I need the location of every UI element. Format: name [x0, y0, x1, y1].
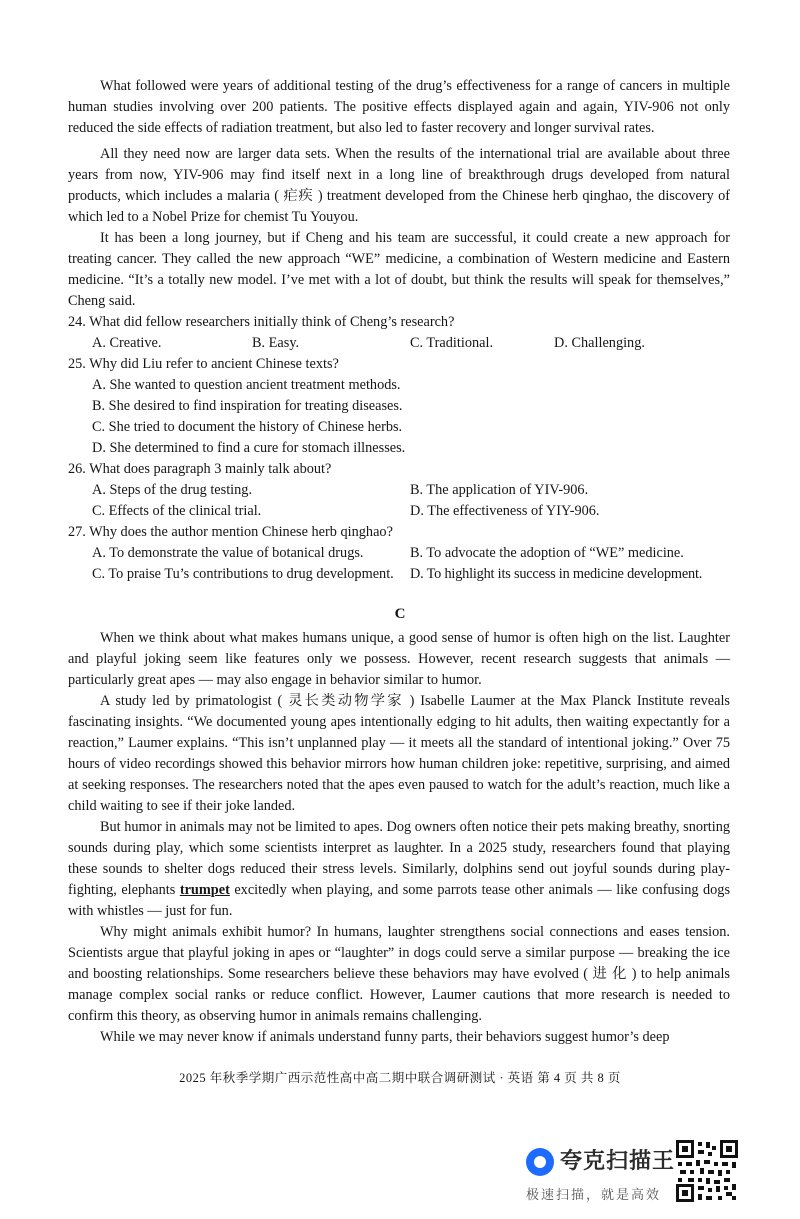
question-25-stem: 25. Why did Liu refer to ancient Chinese texts?: [68, 356, 339, 372]
question-24-option-b: B. Easy.: [252, 335, 300, 351]
question-26-option-c: C. Effects of the clinical trial.: [92, 503, 262, 519]
qr-code-icon: [676, 1140, 738, 1202]
section-c-paragraph-3-before: But humor in animals may not be limited to apes. Dog owners often notice their pets making breathy, snorting sounds during play, which some scientists interpret as laughter. In a 2025 study, researchers found that playing these sounds to shelter dogs reduced their stress levels. Similarly, dolphins send out joyful sounds during play-fighting, elephants: [68, 819, 730, 898]
section-c-heading: C: [394, 606, 406, 622]
section-c-paragraph-3-after: excitedly when playing, and some parrots tease other animals — like confusing dogs with whistles — just for fun.: [68, 882, 731, 919]
question-25-option-c: C. She tried to document the history of Chinese herbs.: [92, 419, 403, 435]
question-26-option-d: D. The effectiveness of YIY-906.: [410, 503, 600, 519]
question-25-option-d: D. She determined to find a cure for stomach illnesses.: [92, 440, 406, 456]
section-c-paragraph-2: A study led by primatologist ( 灵长类动物学家 ) Isabelle Laumer at the Max Planck Institute reveals fascinating insights. “We documented young apes intentionally edging to hit adults, then waiting expectantly for a reaction,” Laumer explains. “This isn’t unplanned play — it meets all the standard of intentional joking.” Over 75 hours of video recordings showed this behavior mirrors how human children joke: repetitive, surprising, and aimed at seeking responses. The researchers noted that the apes even paused to watch for the adult’s reaction, much like a child waiting to see if their joke landed.: [68, 693, 730, 814]
question-24-option-c: C. Traditional.: [410, 335, 494, 351]
question-26-stem: 26. What does paragraph 3 mainly talk about?: [68, 461, 332, 477]
question-24-option-d: D. Challenging.: [554, 335, 645, 351]
watermark-slogan: 极速扫描，就是高效: [526, 1188, 662, 1203]
question-26-option-b: B. The application of YIV-906.: [410, 482, 589, 498]
question-26-option-a: A. Steps of the drug testing.: [92, 482, 253, 498]
passage-b-paragraph-2: All they need now are larger data sets. When the results of the international trial are available about three years from now, YIV-906 may find itself next in a long line of breakthrough drugs developed from natural products, which includes a malaria ( 疟疾 ) treatment developed from the Chinese herb qinghao, the discovery of which led to a Nobel Prize for chemist Tu Youyou.: [68, 146, 730, 225]
section-c-paragraph-5: While we may never know if animals understand funny parts, their behaviors suggest humor’s deep: [100, 1029, 670, 1045]
underlined-word-trumpet: trumpet: [179, 882, 230, 898]
section-c-paragraph-1: When we think about what makes humans unique, a good sense of humor is often high on the list. Laughter and playful joking seem like features only we possess. However, recent research suggests that animals — particularly great apes — may also engage in behavior similar to humor.: [68, 630, 730, 688]
quark-logo-icon: [526, 1148, 554, 1176]
question-27-option-d: D. To highlight its success in medicine development.: [410, 566, 703, 582]
section-c-paragraph-3: [68, 817, 730, 922]
question-24-stem: 24. What did fellow researchers initially think of Cheng’s research?: [68, 314, 455, 330]
passage-b-paragraph-1: What followed were years of additional testing of the drug’s effectiveness for a range of cancers in multiple human studies involving over 200 patients. The positive effects displayed again and again, YIV-906 not only reduced the side effects of radiation treatment, but also led to faster recovery and longer survival rates.: [68, 78, 730, 136]
watermark-app-name: 夸克扫描王: [560, 1149, 676, 1174]
section-c-paragraph-4: Why might animals exhibit humor? In humans, laughter strengthens social connections and eases tension. Scientists argue that playful joking in apes or “laughter” in dogs could serve a similar purpose — breaking the ice and boosting relationships. Some researchers believe these behaviors may have evolved ( 进 化 ) to help animals manage complex social ranks or reduce conflict. However, Laumer cautions that more research is needed to confirm this theory, as observing humor in animals remains challenging.: [68, 924, 730, 1024]
page-footer: 2025 年秋季学期广西示范性高中高二期中联合调研测试 · 英语 第 4 页 共 8 页: [179, 1071, 621, 1085]
question-27-option-b: B. To advocate the adoption of “WE” medicine.: [410, 545, 684, 561]
question-24-option-a: A. Creative.: [92, 335, 162, 351]
question-27-stem: 27. Why does the author mention Chinese herb qinghao?: [68, 524, 393, 540]
question-27-option-c: C. To praise Tu’s contributions to drug development.: [92, 566, 394, 582]
passage-b-paragraph-3: It has been a long journey, but if Cheng and his team are successful, it could create a new approach for treating cancer. They called the new approach “WE” medicine, a combination of Western medicine and Eastern medicine. “It’s a totally new model. I’ve met with a lot of doubt, but think the results will speak for themselves,” Cheng said.: [68, 230, 730, 309]
question-27-option-a: A. To demonstrate the value of botanical drugs.: [92, 545, 364, 561]
question-25-option-a: A. She wanted to question ancient treatment methods.: [92, 377, 401, 393]
question-25-option-b: B. She desired to find inspiration for treating diseases.: [92, 398, 403, 414]
